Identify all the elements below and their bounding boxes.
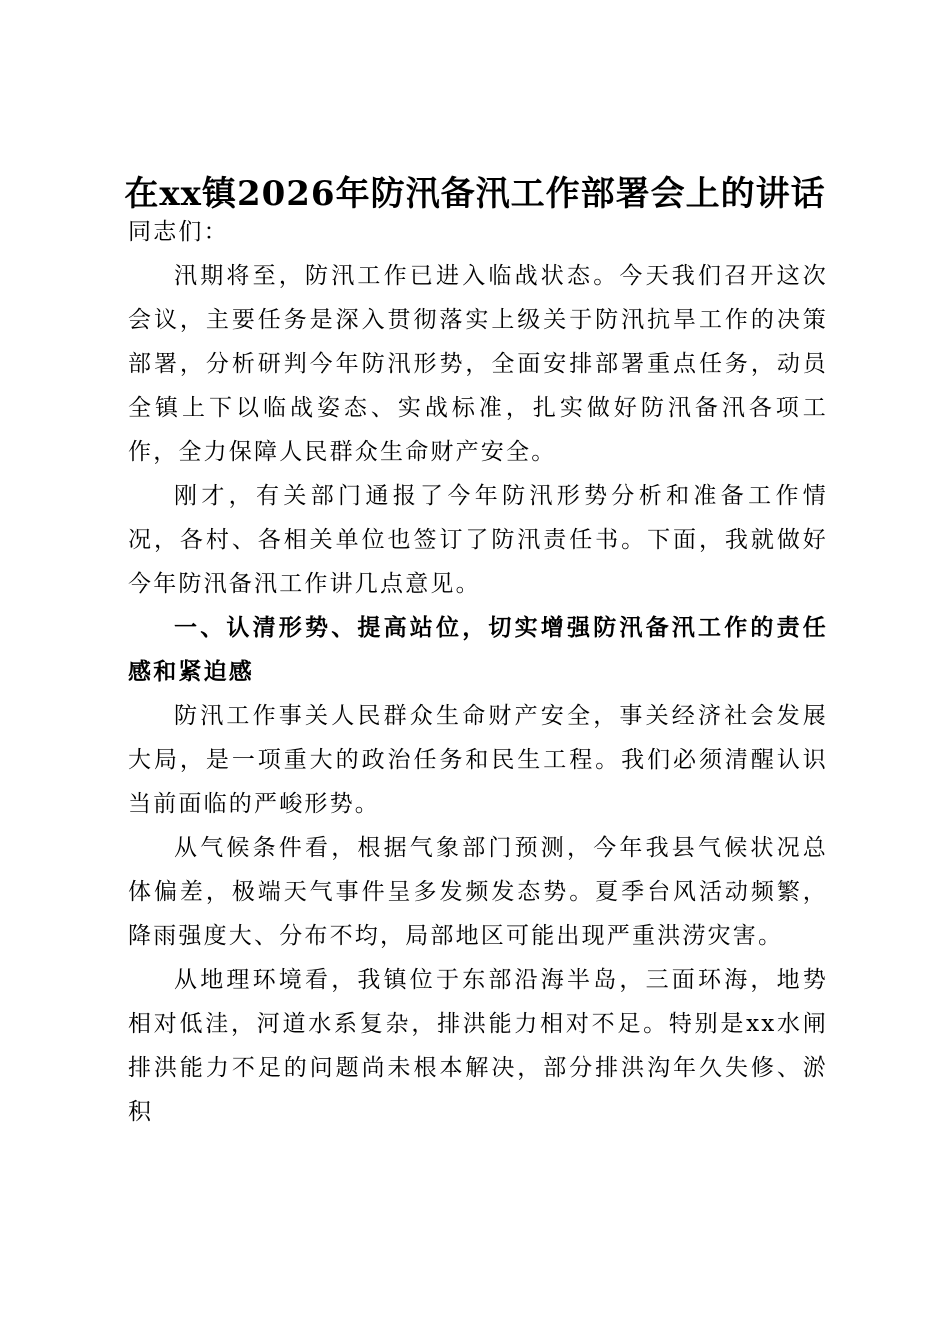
document-title: 在xx镇2026年防汛备汛工作部署会上的讲话 — [124, 174, 826, 214]
paragraph-climate: 从气候条件看，根据气象部门预测，今年我县气候状况总体偏差，极端天气事件呈多发频发态势。夏季台风活动频繁，降雨强度大、分布不均，局部地区可能出现严重洪涝灾害。 — [128, 835, 828, 949]
paragraph-intro: 汛期将至，防汛工作已进入临战状态。今天我们召开这次会议，主要任务是深入贯彻落实上级关于防汛抗旱工作的决策部署，分析研判今年防汛形势，全面安排部署重点任务，动员全镇上下以临战姿态、实战标准，扎实做好防汛备汛各项工作，全力保障人民群众生命财产安全。 — [128, 263, 828, 465]
paragraph-geography: 从地理环境看，我镇位于东部沿海半岛，三面环海，地势相对低洼，河道水系复杂，排洪能力相对不足。特别是xx水闸排洪能力不足的问题尚未根本解决，部分排洪沟年久失修、淤积 — [128, 967, 828, 1125]
salutation: 同志们： — [128, 219, 229, 245]
paragraph-importance: 防汛工作事关人民群众生命财产安全，事关经济社会发展大局，是一项重大的政治任务和民生工程。我们必须清醒认识当前面临的严峻形势。 — [128, 703, 828, 817]
section-heading-1: 一、认清形势、提高站位，切实增强防汛备汛工作的责任感和紧迫感 — [128, 614, 828, 685]
document-body — [128, 210, 828, 1134]
paragraph-agenda: 刚才，有关部门通报了今年防汛形势分析和准备工作情况，各村、各相关单位也签订了防汛责任书。下面，我就做好今年防汛备汛工作讲几点意见。 — [128, 483, 828, 597]
